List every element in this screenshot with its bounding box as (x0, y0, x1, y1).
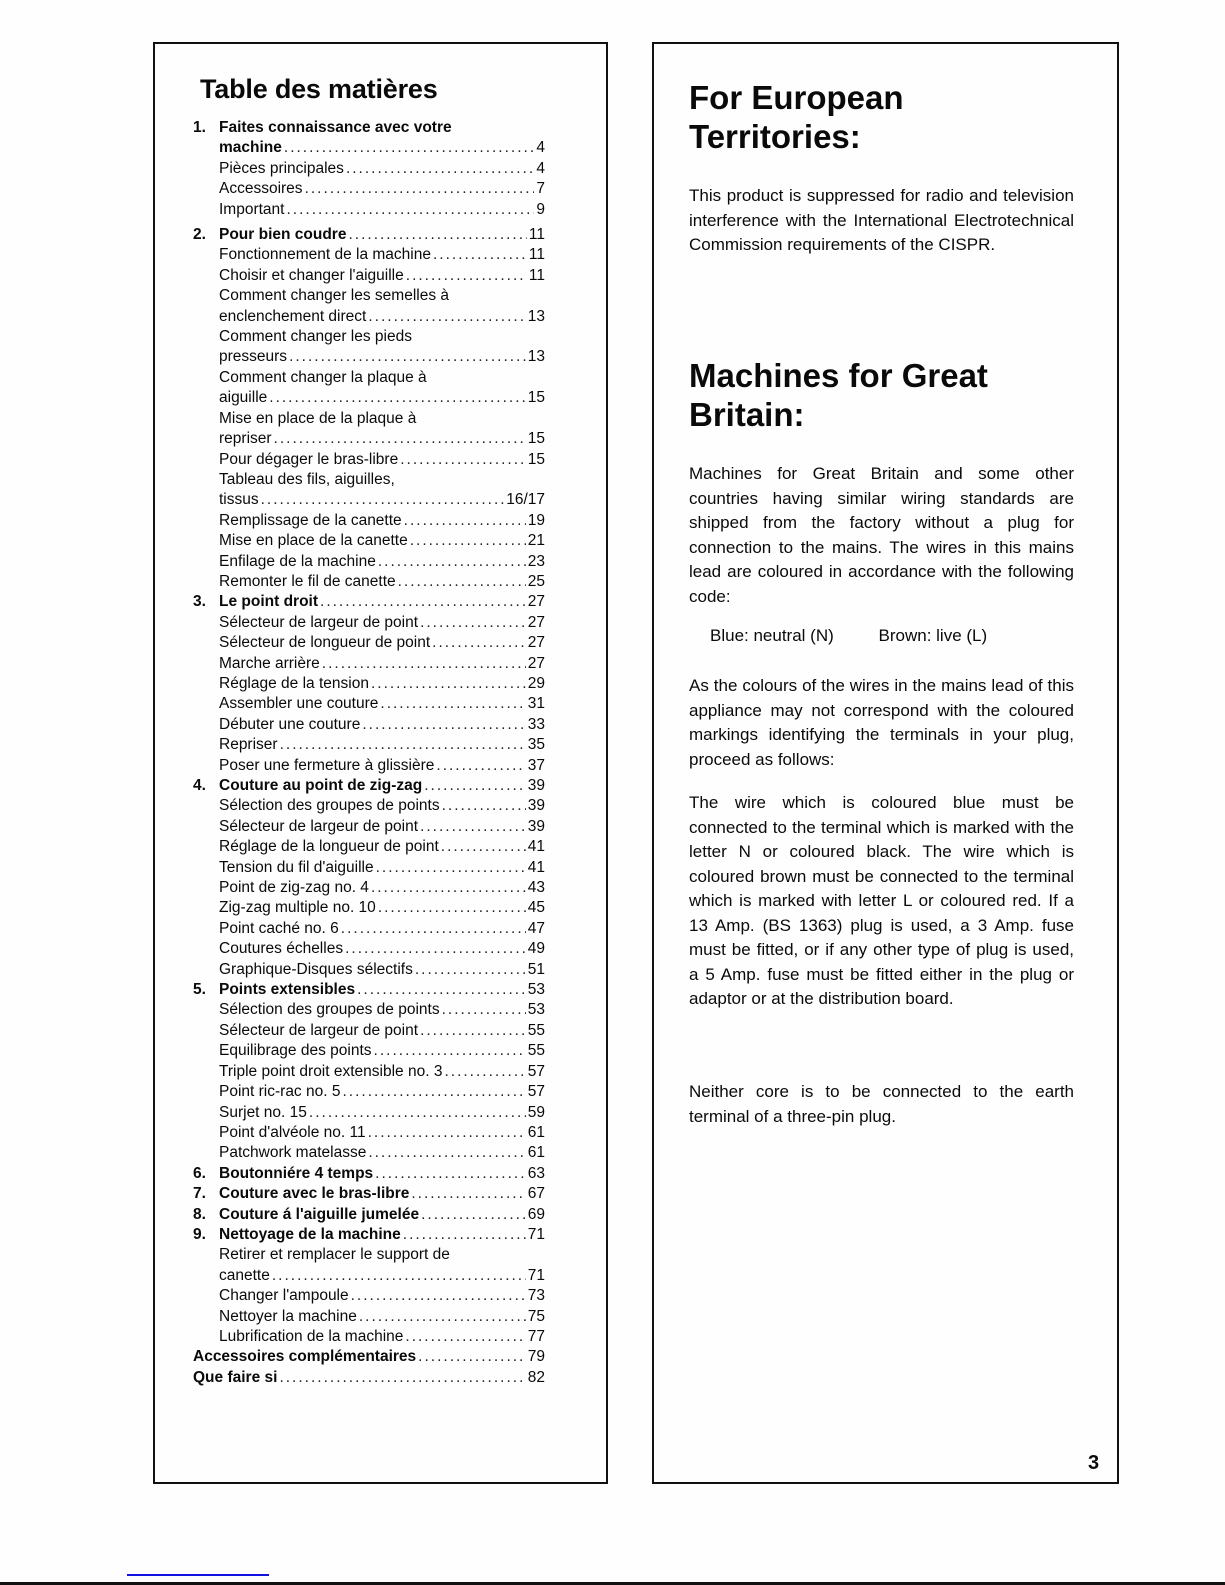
toc-entry-label: Comment changer les semelles à (219, 287, 450, 305)
toc-entry-label: Couture avec le bras-libre (219, 1185, 410, 1203)
toc-entry (193, 960, 545, 980)
toc-leader-dots (380, 694, 525, 714)
toc-leader-dots (371, 878, 526, 898)
toc-entry-label: Triple point droit extensible no. 3 (219, 1062, 443, 1080)
toc-entry (193, 592, 545, 612)
toc-entry-label: Enfilage de la machine (219, 552, 376, 570)
toc-entry (193, 450, 545, 470)
european-section (689, 78, 1074, 156)
toc-entry (193, 225, 545, 245)
toc-entry-label: Zig-zag multiple no. 10 (219, 899, 376, 917)
toc-leader-dots (368, 307, 525, 327)
toc-entry-page: 61 (527, 1144, 545, 1162)
toc-entry-page: 53 (527, 1001, 545, 1019)
toc-entry (193, 409, 545, 429)
toc-entry-label: Réglage de la tension (219, 674, 369, 692)
toc-entry (193, 715, 545, 735)
toc-leader-dots (286, 200, 534, 220)
toc-entry-label: Surjet no. 15 (219, 1103, 307, 1121)
toc-leader-dots (305, 179, 535, 199)
toc-entry-label: Accessoires complémentaires (193, 1348, 417, 1366)
link-underline (127, 1574, 269, 1576)
toc-entry-label: Equilibrage des points (219, 1042, 372, 1060)
toc-entry-number: 1. (193, 119, 206, 136)
toc-entry-page: 4 (536, 139, 545, 157)
toc-entry-page: 16/17 (506, 491, 545, 509)
toc-entry-label: Tension du fil d'aiguille (219, 858, 374, 876)
toc-entry-label: Sélecteur de largeur de point (219, 817, 419, 835)
britain-heading-line2: Britain: (689, 396, 805, 433)
european-heading-line1: For European (689, 79, 904, 116)
toc-entry-continuation (193, 429, 545, 449)
toc-entry-page: 23 (527, 552, 545, 570)
toc-leader-dots (359, 1307, 526, 1327)
toc-leader-dots (378, 552, 526, 572)
toc-entry-page: 63 (527, 1164, 545, 1182)
toc-leader-dots (436, 756, 525, 776)
toc-entry (193, 327, 545, 347)
toc-entry-label: Remonter le fil de canette (219, 572, 396, 590)
toc-entry-label: Débuter une couture (219, 715, 361, 733)
toc-leader-dots (433, 245, 527, 265)
toc-entry-page: 49 (527, 940, 545, 958)
wire-colour-code (710, 626, 987, 646)
toc-entry-number: 2. (193, 226, 206, 244)
toc-entry-label: Sélection des groupes de points (219, 797, 440, 815)
toc-entry-label: Nettoyage de la machine (219, 1225, 401, 1243)
toc-entry (193, 756, 545, 776)
toc-entry-page: 25 (527, 572, 545, 590)
toc-entry (193, 1164, 545, 1184)
toc-entry-page: 57 (527, 1062, 545, 1080)
toc-entry-label-cont: tissus (219, 491, 259, 509)
toc-entry-label: Couture á l'aiguille jumelée (219, 1205, 420, 1223)
toc-entry (193, 1062, 545, 1082)
toc-entry-page: 39 (527, 817, 545, 835)
toc-entry (193, 470, 545, 490)
toc-entry-label-cont: canette (219, 1266, 270, 1284)
britain-para4-block (689, 1080, 1074, 1129)
toc-leader-dots (442, 796, 526, 816)
toc-entry-label: Pour bien coudre (219, 226, 347, 244)
toc-entry-page: 35 (527, 736, 545, 754)
toc-entry (193, 245, 545, 265)
toc-entry-page: 13 (527, 307, 545, 325)
toc-entry-number: 4. (193, 777, 206, 794)
toc-entry-number: 6. (193, 1164, 206, 1182)
toc-leader-dots (376, 858, 526, 878)
toc-entry-page: 13 (527, 348, 545, 366)
toc-entry (193, 1368, 545, 1388)
britain-section (689, 356, 1074, 434)
toc-entry-page: 59 (527, 1103, 545, 1121)
toc-entry-label: Fonctionnement de la machine (219, 246, 431, 264)
toc-entry-label-cont: enclenchement direct (219, 307, 367, 325)
toc-leader-dots (374, 1041, 526, 1061)
toc-entry-page: 69 (527, 1205, 545, 1223)
toc-entry-page: 15 (527, 450, 545, 468)
toc-entry-page: 39 (527, 797, 545, 815)
toc-leader-dots (368, 1143, 525, 1163)
toc-leader-dots (411, 1184, 525, 1204)
toc-leader-dots (368, 1123, 526, 1143)
toc-entry-label: Important (219, 200, 285, 218)
toc-leader-dots (420, 1021, 526, 1041)
toc-entry-label: Changer l'ampoule (219, 1287, 349, 1305)
toc-entry (193, 1327, 545, 1347)
toc-leader-dots (346, 159, 534, 179)
toc-entry (193, 837, 545, 857)
toc-entry (193, 286, 545, 306)
toc-entry (193, 266, 545, 286)
toc-entry-page: 55 (527, 1042, 545, 1060)
toc-entry-continuation (193, 347, 545, 367)
toc-entry-label: Sélecteur de longueur de point (219, 634, 431, 652)
toc-entry-page: 11 (528, 226, 545, 244)
toc-entry-page: 19 (527, 511, 545, 529)
toc-entry-page: 39 (527, 777, 545, 794)
toc-entry-page: 31 (527, 695, 545, 713)
toc-entry-page: 27 (527, 654, 545, 672)
toc-leader-dots (362, 715, 525, 735)
toc-entry-page: 41 (527, 858, 545, 876)
toc-leader-dots (410, 531, 526, 551)
european-heading (689, 78, 1074, 156)
toc-entry (193, 531, 545, 551)
toc-entry-page: 37 (527, 756, 545, 774)
toc-entry (193, 1000, 545, 1020)
toc-entry-label: Comment changer la plaque à (219, 368, 427, 386)
toc-entry-label: Points extensibles (219, 981, 356, 999)
toc-entry-label: Point caché no. 6 (219, 919, 339, 937)
toc-leader-dots (272, 1266, 526, 1286)
toc-entry-label: Nettoyer la machine (219, 1307, 357, 1325)
toc-entry-number: 9. (193, 1225, 206, 1243)
toc-leader-dots (320, 592, 526, 612)
toc-entry-label: Marche arrière (219, 654, 320, 672)
european-heading-line2: Territories: (689, 118, 861, 155)
britain-para4: Neither core is to be connected to the earth terminal of a three-pin plug. (689, 1082, 1074, 1126)
toc-entry (193, 368, 545, 388)
toc-leader-dots (279, 1368, 525, 1388)
britain-intro: Machines for Great Britain and some other countries having similar wiring standards are shipped from the factory without a plug for connection to the mains. The wires in this mains lead are coloured in accordance with the following code: (689, 464, 1074, 606)
wire-code-blue: Blue: neutral (N) (710, 626, 834, 645)
toc-entry-continuation (193, 490, 545, 510)
toc-entry-label: Point ric-rac no. 5 (219, 1083, 341, 1101)
toc-leader-dots (424, 776, 526, 796)
toc-entry-page: 43 (527, 879, 545, 897)
toc-entry (193, 898, 545, 918)
toc-title: Table des matières (200, 74, 438, 104)
toc-entry-label-cont: machine (219, 139, 282, 157)
toc-entry-page: 27 (527, 593, 545, 611)
toc-entry (193, 980, 545, 1000)
toc-entry-page: 11 (528, 246, 545, 264)
european-body: This product is suppressed for radio and television interference with the International Electrotechnical Commission requirements of the CISPR. (689, 186, 1074, 254)
toc-entry-page: 71 (527, 1225, 545, 1243)
toc-entry-page: 4 (536, 159, 545, 177)
toc-entry-page: 71 (527, 1266, 545, 1284)
toc-entry-continuation (193, 307, 545, 327)
toc-entry-page: 77 (527, 1327, 545, 1345)
toc-entry (193, 1245, 545, 1265)
britain-para2-block (689, 674, 1074, 772)
toc-entry (193, 118, 545, 138)
toc-entry (193, 858, 545, 878)
toc-entry-label: Le point droit (219, 593, 319, 611)
toc-entry-page: 27 (527, 613, 545, 631)
toc-entry-label: Point d'alvéole no. 11 (219, 1123, 366, 1141)
toc-entry-page: 67 (527, 1185, 545, 1203)
toc-entry (193, 1143, 545, 1163)
toc-entry-label: Accessoires (219, 180, 303, 198)
toc-entry-label: Sélecteur de largeur de point (219, 613, 419, 631)
toc-entry-number: 3. (193, 593, 206, 611)
toc-entry-label: Tableau des fils, aiguilles, (219, 470, 395, 488)
toc-entry-continuation (193, 138, 545, 158)
britain-para3-block (689, 791, 1074, 1012)
toc-entry (193, 878, 545, 898)
toc-leader-dots (289, 347, 526, 367)
toc-entry-page: 9 (536, 200, 545, 218)
toc-entry-label: Point de zig-zag no. 4 (219, 879, 369, 897)
toc-entry-label: Mise en place de la plaque à (219, 409, 417, 427)
toc-entry-page: 15 (527, 389, 545, 407)
toc-leader-dots (420, 817, 526, 837)
toc-entry-page: 82 (527, 1368, 545, 1386)
toc-entry-label: Sélection des groupes de points (219, 1001, 440, 1019)
toc-leader-dots (418, 1347, 526, 1367)
toc-entry-label: Remplissage de la canette (219, 511, 402, 529)
toc-entry-page: 79 (527, 1348, 545, 1366)
toc-entry (193, 1347, 545, 1367)
toc-entry-number: 5. (193, 981, 206, 999)
toc-entry-page: 57 (527, 1083, 545, 1101)
toc-leader-dots (309, 1103, 526, 1123)
toc-entry (193, 735, 545, 755)
toc-entry (193, 511, 545, 531)
toc-entry-number: 7. (193, 1185, 206, 1203)
britain-heading-line1: Machines for Great (689, 357, 988, 394)
toc-entry (193, 1021, 545, 1041)
toc-entry (193, 1103, 545, 1123)
table-of-contents-panel (153, 42, 608, 1484)
toc-leader-dots (444, 1062, 525, 1082)
toc-entry-continuation (193, 1266, 545, 1286)
wire-code-brown: Brown: live (L) (878, 626, 988, 645)
toc-entry-page: 47 (527, 919, 545, 937)
toc-leader-dots (274, 429, 526, 449)
toc-entry (193, 1205, 545, 1225)
toc-leader-dots (280, 735, 526, 755)
toc-entry (193, 796, 545, 816)
toc-entry-label: Coutures échelles (219, 940, 344, 958)
toc-entry-page: 75 (527, 1307, 545, 1325)
toc-entry-label: Retirer et remplacer le support de (219, 1246, 450, 1264)
toc-entry (193, 1225, 545, 1245)
toc-entry-label: Sélecteur de largeur de point (219, 1021, 419, 1039)
britain-intro-block (689, 462, 1074, 609)
electrical-info-panel (652, 42, 1119, 1484)
toc-entry-page: 61 (527, 1123, 545, 1141)
toc-entry-page: 11 (528, 266, 545, 284)
toc-leader-dots (261, 490, 505, 510)
toc-entry-label: Couture au point de zig-zag (219, 777, 423, 794)
toc-entry-continuation (193, 388, 545, 408)
toc-entry-label: Repriser (219, 736, 278, 754)
toc-entry (193, 1286, 545, 1306)
toc-entry-page: 15 (527, 430, 545, 448)
toc-entry (193, 200, 545, 220)
toc-entry-label: Patchwork matelasse (219, 1144, 367, 1162)
toc-leader-dots (375, 1164, 526, 1184)
toc-entry (193, 1184, 545, 1204)
toc-entry (193, 674, 545, 694)
toc-entry-page: 33 (527, 715, 545, 733)
toc-leader-dots (357, 980, 526, 1000)
britain-para2: As the colours of the wires in the mains lead of this appliance may not correspond with the coloured markings identifying the terminals in your plug, proceed as follows: (689, 676, 1074, 769)
toc-entry-label: Que faire si (193, 1368, 278, 1386)
toc-entry-label: Poser une fermeture à glissière (219, 756, 435, 774)
toc-entry (193, 179, 545, 199)
european-body-block (689, 184, 1074, 258)
toc-leader-dots (420, 613, 526, 633)
toc-entry-label: Pièces principales (219, 159, 344, 177)
toc-entry (193, 613, 545, 633)
toc-entry-page: 45 (527, 899, 545, 917)
toc-leader-dots (432, 633, 526, 653)
toc-leader-dots (398, 572, 526, 592)
toc-entry (193, 1041, 545, 1061)
toc-entry-page: 7 (536, 180, 545, 198)
toc-leader-dots (415, 960, 526, 980)
toc-entry-page: 51 (527, 960, 545, 978)
toc-entry-page: 27 (527, 634, 545, 652)
toc-leader-dots (403, 1225, 526, 1245)
toc-entry-label: Pour dégager le bras-libre (219, 450, 399, 468)
toc-leader-dots (405, 1327, 525, 1347)
toc-entry-page: 73 (527, 1287, 545, 1305)
toc-entry-label-cont: presseurs (219, 348, 288, 366)
toc-entry-label: Boutonniére 4 temps (219, 1164, 374, 1182)
toc-entry (193, 939, 545, 959)
britain-heading (689, 356, 1074, 434)
toc-entry (193, 572, 545, 592)
toc-entry (193, 159, 545, 179)
toc-leader-dots (378, 898, 526, 918)
toc-leader-dots (322, 654, 526, 674)
toc-entry-page: 41 (527, 838, 545, 856)
toc-leader-dots (348, 225, 526, 245)
toc-entry-page: 21 (527, 532, 545, 550)
toc-leader-dots (351, 1286, 526, 1306)
toc-leader-dots (345, 939, 526, 959)
toc-leader-dots (284, 138, 534, 158)
toc-entry-number: 8. (193, 1205, 206, 1223)
toc-leader-dots (441, 837, 526, 857)
toc-entry-page: 29 (527, 674, 545, 692)
toc-leader-dots (269, 388, 525, 408)
britain-para3: The wire which is coloured blue must be connected to the terminal which is marked with the letter N or coloured black. The wire which is coloured brown must be connected to the terminal which is marked with letter L or coloured red. If a 13 Amp. (BS 1363) plug is used, a 3 Amp. fuse must be fitted, or if any other type of plug is used, a 5 Amp. fuse must be fitted either in the plug or adaptor or at the distribution board. (689, 793, 1074, 1008)
toc-leader-dots (342, 1082, 525, 1102)
toc-leader-dots (341, 919, 526, 939)
toc-entry-label: Mise en place de la canette (219, 532, 408, 550)
toc-entry (193, 552, 545, 572)
toc-leader-dots (404, 511, 526, 531)
toc-entry (193, 633, 545, 653)
toc-list (193, 118, 545, 1388)
toc-entry-label-cont: repriser (219, 430, 272, 448)
toc-entry-label: Lubrification de la machine (219, 1327, 404, 1345)
toc-entry-label: Choisir et changer l'aiguille (219, 266, 404, 284)
toc-leader-dots (421, 1205, 526, 1225)
toc-entry (193, 654, 545, 674)
toc-entry-label: Comment changer les pieds (219, 328, 412, 346)
toc-entry (193, 776, 545, 796)
toc-entry-label: Graphique-Disques sélectifs (219, 960, 413, 978)
toc-entry-label: Faites connaissance avec votre (219, 119, 452, 136)
toc-entry (193, 1123, 545, 1143)
toc-entry-label-cont: aiguille (219, 389, 268, 407)
toc-entry-label: Réglage de la longueur de point (219, 838, 439, 856)
toc-leader-dots (371, 674, 526, 694)
toc-entry (193, 1082, 545, 1102)
toc-entry-page: 55 (527, 1021, 545, 1039)
toc-entry-label: Assembler une couture (219, 695, 379, 713)
toc-entry (193, 817, 545, 837)
toc-entry (193, 919, 545, 939)
toc-leader-dots (442, 1000, 526, 1020)
toc-leader-dots (400, 450, 526, 470)
toc-entry-page: 53 (527, 981, 545, 999)
page-number: 3 (1088, 1452, 1100, 1474)
toc-leader-dots (406, 266, 527, 286)
toc-entry (193, 694, 545, 714)
toc-entry (193, 1307, 545, 1327)
